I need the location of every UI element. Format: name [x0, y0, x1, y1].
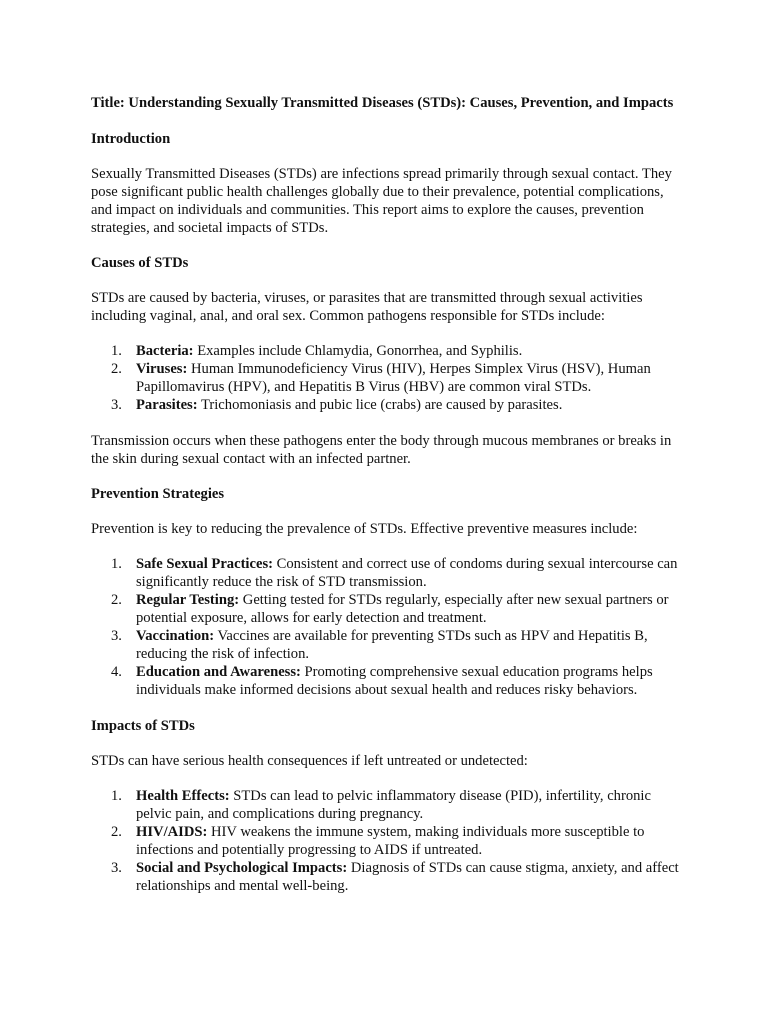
section-heading-introduction: Introduction [91, 131, 171, 147]
list-text: Promoting comprehensive sexual education programs helps individuals make informed decisions about sexual health and reduces risky behaviors. [136, 664, 653, 698]
list-text: Human Immunodeficiency Virus (HIV), Herpes Simplex Virus (HSV), Human Papillomavirus (HPV), and Hepatitis B Virus (HBV) are common viral STDs. [136, 361, 651, 395]
impacts-list [91, 787, 683, 895]
list-number: 3. [111, 628, 122, 644]
list-item [91, 823, 683, 859]
causes-intro-paragraph: STDs are caused by bacteria, viruses, or parasites that are transmitted through sexual activities including vaginal, anal, and oral sex. Common pathogens responsible for STDs include: [91, 290, 643, 324]
list-item [91, 342, 683, 360]
introduction-paragraph: Sexually Transmitted Diseases (STDs) are infections spread primarily through sexual contact. They pose significant public health challenges globally due to their prevalence, potential complications, and impact on individuals and communities. This report aims to explore the causes, prevention strategies, and societal impacts of STDs. [91, 166, 672, 236]
list-text: HIV weakens the immune system, making individuals more susceptible to infections and potentially progressing to AIDS if untreated. [136, 824, 645, 858]
list-text: Diagnosis of STDs can cause stigma, anxiety, and affect relationships and mental well-being. [136, 860, 679, 894]
causes-list [91, 342, 683, 414]
list-number: 4. [111, 664, 122, 680]
list-item [91, 663, 683, 699]
list-term: Health Effects: [136, 788, 230, 804]
section-heading-causes: Causes of STDs [91, 255, 189, 271]
list-number: 1. [111, 343, 122, 359]
list-term: Vaccination: [136, 628, 215, 644]
section-heading-prevention: Prevention Strategies [91, 486, 225, 502]
list-text: Vaccines are available for preventing STDs such as HPV and Hepatitis B, reducing the risk of infection. [136, 628, 648, 662]
list-item [91, 859, 683, 895]
list-number: 2. [111, 824, 122, 840]
list-term: HIV/AIDS: [136, 824, 208, 840]
impacts-intro-paragraph: STDs can have serious health consequences if left untreated or undetected: [91, 753, 528, 769]
list-term: Viruses: [136, 361, 188, 377]
list-text: Consistent and correct use of condoms during sexual intercourse can significantly reduce the risk of STD transmission. [136, 556, 678, 590]
document-title: Title: Understanding Sexually Transmitted Diseases (STDs): Causes, Prevention, and Impacts [91, 95, 674, 111]
list-number: 3. [111, 860, 122, 876]
list-text: Examples include Chlamydia, Gonorrhea, and Syphilis. [193, 343, 523, 359]
list-item [91, 396, 683, 414]
list-term: Safe Sexual Practices: [136, 556, 273, 572]
list-term: Education and Awareness: [136, 664, 301, 680]
list-term: Bacteria: [136, 343, 194, 359]
list-item [91, 627, 683, 663]
list-number: 1. [111, 556, 122, 572]
list-item [91, 787, 683, 823]
list-number: 1. [111, 788, 122, 804]
causes-outro-paragraph: Transmission occurs when these pathogens enter the body through mucous membranes or breaks in the skin during sexual contact with an infected partner. [91, 433, 672, 467]
list-number: 2. [111, 592, 122, 608]
list-item [91, 591, 683, 627]
list-term: Regular Testing: [136, 592, 240, 608]
list-item [91, 360, 683, 396]
prevention-list [91, 555, 683, 699]
list-text: Getting tested for STDs regularly, especially after new sexual partners or potential exposure, allows for early detection and treatment. [136, 592, 669, 626]
list-number: 2. [111, 361, 122, 377]
prevention-intro-paragraph: Prevention is key to reducing the prevalence of STDs. Effective preventive measures include: [91, 521, 638, 537]
section-heading-impacts: Impacts of STDs [91, 718, 195, 734]
list-text: Trichomoniasis and pubic lice (crabs) are caused by parasites. [197, 397, 563, 413]
list-number: 3. [111, 397, 122, 413]
list-term: Social and Psychological Impacts: [136, 860, 348, 876]
list-term: Parasites: [136, 397, 198, 413]
document-page [91, 94, 683, 913]
list-text: STDs can lead to pelvic inflammatory disease (PID), infertility, chronic pelvic pain, and complications during pregnancy. [136, 788, 651, 822]
list-item [91, 555, 683, 591]
